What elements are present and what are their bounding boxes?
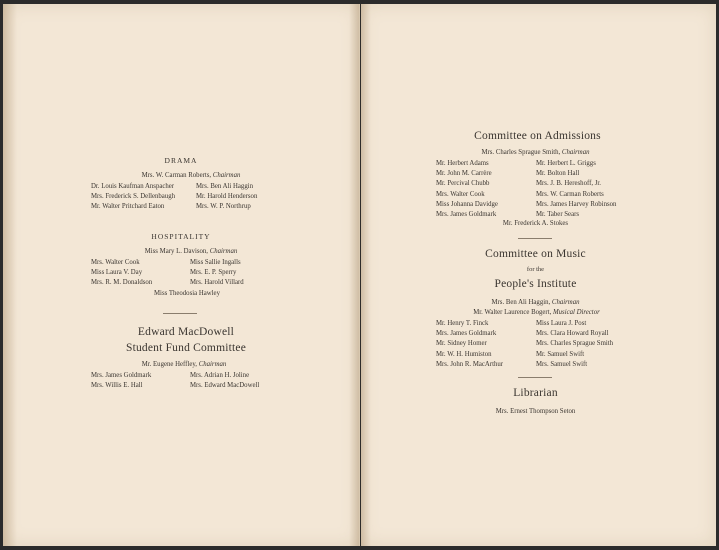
admissions-heading: Committee on Admissions (474, 130, 601, 142)
drama-heading: DRAMA (164, 156, 198, 165)
list-item: Mr. Herbert Adams (436, 160, 489, 167)
drama-members-col1 (91, 182, 175, 213)
music-director: Mr. Walter Laurence Bogert, Musical Director (473, 309, 600, 316)
music-members-col2 (536, 319, 613, 370)
list-item: Miss Laura V. Day (91, 269, 143, 277)
music-members-col1 (436, 319, 503, 370)
list-item: Miss Johanna Davidge (436, 200, 498, 208)
list-item: Miss Laura J. Post (536, 320, 587, 327)
list-item: Mrs. Edward MacDowell (190, 382, 260, 390)
librarian-name: Mrs. Ernest Thompson Seton (495, 408, 576, 415)
macdowell-heading: Edward MacDowell (137, 326, 235, 338)
list-item: Mr. Harold Henderson (196, 193, 258, 201)
macdowell-subheading: Student Fund Committee (125, 342, 247, 354)
list-item: Mrs. James Goldmark (91, 372, 152, 379)
librarian-heading: Librarian (513, 387, 558, 399)
list-item: Mrs. Harold Villard (190, 279, 244, 287)
list-item: Mrs. R. M. Donaldson (91, 279, 153, 287)
list-item: Mrs. James Goldmark (436, 330, 497, 338)
list-item: Mr. Percival Chubb (436, 180, 490, 188)
admissions-last-member: Mr. Frederick A. Stokes (502, 220, 569, 227)
hospitality-chairman: Miss Mary L. Davison, Chairman (144, 248, 238, 255)
admissions-chairman: Mrs. Charles Sprague Smith, Chairman (481, 149, 590, 156)
list-item: Mrs. Charles Sprague Smith (536, 340, 614, 348)
list-item: Mr. Henry T. Finck (436, 320, 489, 327)
drama-chairman: Mrs. W. Carman Roberts, Chairman (141, 172, 241, 179)
list-item: Mr. W. H. Humiston (436, 350, 492, 358)
drama-members-col2 (196, 182, 257, 213)
list-item: Mrs. James Goldmark (436, 211, 497, 219)
book-spread (3, 4, 716, 546)
hospitality-last-member: Miss Theodosia Hawley (154, 290, 220, 297)
list-item: Mrs. W. P. Northrup (196, 203, 251, 211)
left-page (3, 4, 360, 546)
list-item: Dr. Louis Kaufman Anspacher (91, 183, 175, 190)
divider (163, 313, 197, 314)
list-item: Mrs. E. P. Sperry (190, 269, 237, 277)
macdowell-chairman: Mr. Eugene Heffley, Chairman (141, 361, 227, 368)
gutter-shadow (349, 4, 359, 546)
list-item: Mrs. Walter Cook (91, 259, 140, 266)
divider (518, 377, 552, 378)
admissions-members-col2 (536, 159, 616, 220)
list-item: Mrs. Willis E. Hall (91, 382, 143, 390)
list-item: Mr. Sidney Homer (436, 340, 487, 348)
list-item: Mrs. Clara Howard Royall (536, 330, 609, 338)
list-item: Mr. Herbert L. Griggs (536, 160, 596, 167)
list-item: Mr. John M. Carrère (436, 170, 492, 178)
list-item: Mrs. Samuel Swift (536, 360, 588, 368)
list-item: Mr. Bolton Hall (536, 170, 580, 178)
list-item: Mr. Samuel Swift (536, 350, 585, 358)
list-item: Mrs. John R. MacArthur (436, 360, 504, 368)
list-item: Mrs. Walter Cook (436, 190, 485, 198)
list-item: Mr. Taber Sears (536, 211, 580, 219)
list-item: Mrs. Ben Ali Haggin (196, 183, 254, 190)
list-item: Mr. Walter Pritchard Eaton (91, 203, 165, 211)
music-for-the: for the (526, 266, 545, 273)
hospitality-members-col2 (190, 258, 244, 289)
hospitality-heading: HOSPITALITY (151, 232, 211, 241)
list-item: Mrs. James Harvey Robinson (536, 200, 617, 208)
music-subheading: People's Institute (494, 278, 577, 290)
list-item: Mrs. J. B. Hereshoff, Jr. (536, 180, 602, 188)
macdowell-members-col2 (190, 371, 259, 391)
hospitality-members-col1 (91, 258, 152, 289)
right-page (361, 4, 716, 546)
list-item: Mrs. W. Carman Roberts (536, 190, 604, 198)
list-item: Miss Sallie Ingalls (190, 259, 241, 266)
admissions-members-col1 (436, 159, 498, 220)
list-item: Mrs. Frederick S. Dellenbaugh (91, 193, 175, 201)
divider (518, 238, 552, 239)
music-chairman: Mrs. Ben Ali Haggin, Chairman (491, 299, 580, 306)
list-item: Mrs. Adrian H. Joline (190, 372, 250, 379)
gutter-shadow (361, 4, 371, 546)
macdowell-members-col1 (91, 371, 151, 391)
music-heading: Committee on Music (485, 248, 586, 260)
